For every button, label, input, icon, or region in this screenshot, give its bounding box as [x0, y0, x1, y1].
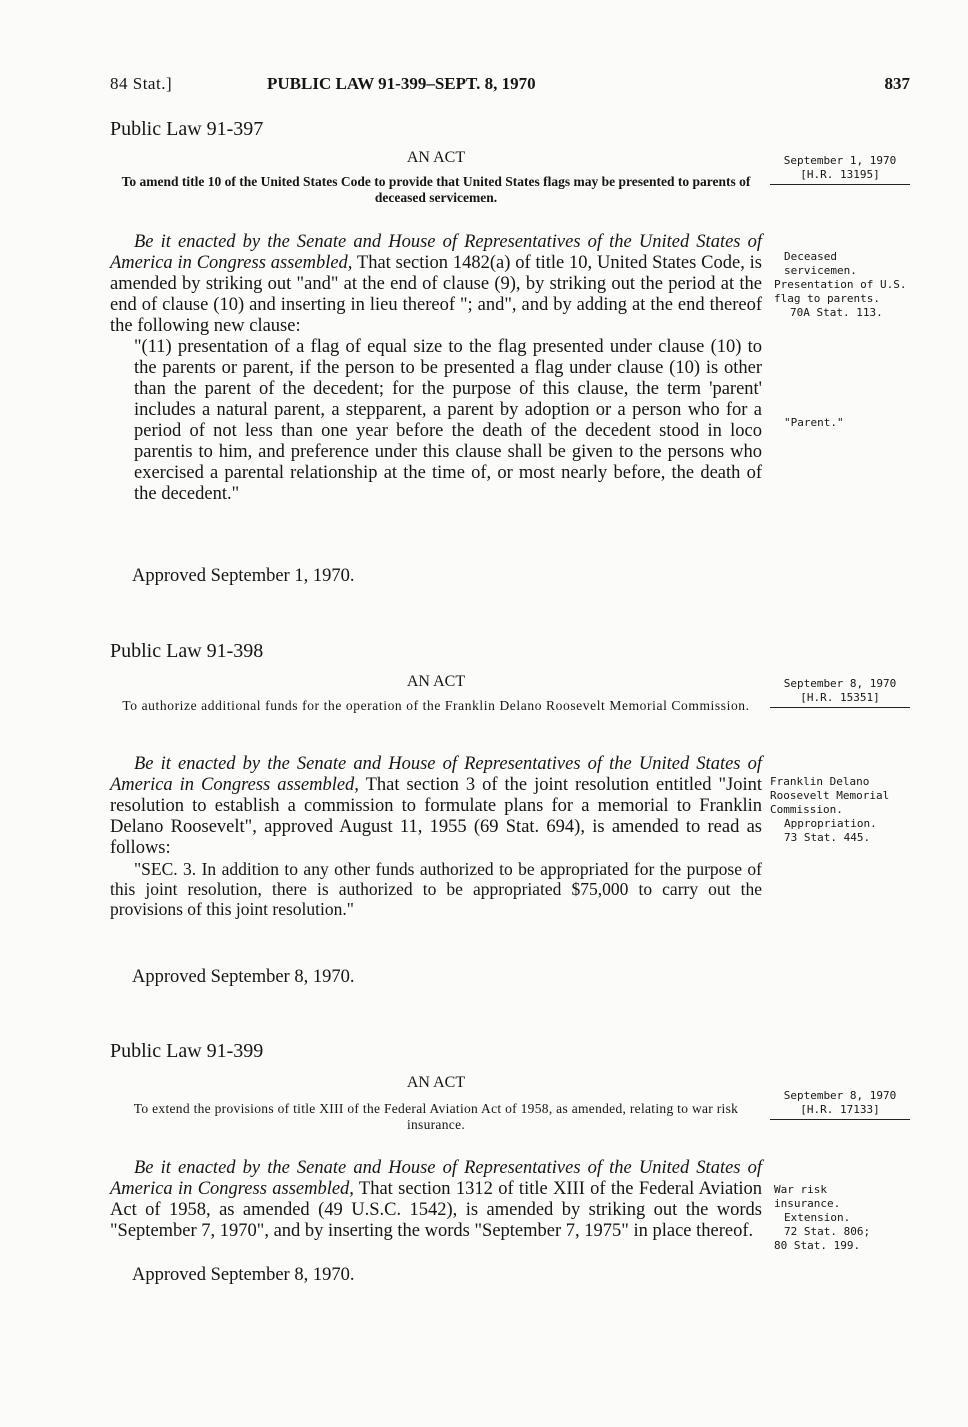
- law-399-note-war-risk: War risk insurance.: [774, 1183, 841, 1210]
- law-399-text: That section 1312 of title XIII of the Federal Aviation Act of 1958, as amended (49 U.S.C. 1542), is amended by striking out the words "September 7, 1970", and by inserting the words "September 7, 1975" in place thereof.: [110, 1179, 762, 1241]
- law-398-margin-bill: [H.R. 15351]: [800, 691, 880, 704]
- law-399-purpose: To extend the provisions of title XIII of the Federal Aviation Act of 1958, as amended, relating to war risk insurance.: [133, 1101, 739, 1132]
- law-399-note-stat-b: 80 Stat. 199.: [774, 1239, 861, 1252]
- law-398-text: That section 3 of the joint resolution entitled "Joint resolution to establish a commission to formulate plans for a memorial to Franklin Delano Roosevelt", approved August 11, 1955 (69 Stat. 694), is amended to read as follows:: [110, 775, 762, 858]
- law-397-an-act: AN ACT: [406, 149, 466, 166]
- law-397-margin-bill: [H.R. 13195]: [800, 168, 880, 181]
- law-397-title: Public Law 91-397: [110, 118, 264, 140]
- law-399-an-act: AN ACT: [406, 1074, 466, 1091]
- law-398-approved: Approved September 8, 1970.: [132, 967, 355, 987]
- law-399-note-extension: Extension.: [784, 1211, 851, 1224]
- law-399-title: Public Law 91-399: [110, 1040, 264, 1062]
- law-398-quoted-section: "SEC. 3. In addition to any other funds authorized to be appropriated for the purpose of this joint resolution, there is authorized to be appropriated $75,000 to carry out the provisions of this joint resolution.": [110, 859, 762, 919]
- law-398-note-appropriation: Appropriation.: [784, 817, 877, 830]
- law-398-body: [110, 754, 762, 919]
- law-398-margin-notes: [770, 775, 910, 845]
- law-399-margin-date: September 8, 1970: [783, 1089, 897, 1102]
- page-number: 837: [884, 74, 910, 93]
- law-398-margin-citation: [770, 677, 910, 708]
- law-397-quoted-clause: "(11) presentation of a flag of equal size to the flag presented under clause (10) to the parents or parent, if the person to be presented a flag under clause (10) is other than the parent of the decedent; for the purpose of this clause, the term 'parent' includes a natural parent, a stepparent, a parent by adoption or a person who for a period of not less than one year before the death of the decedent stood in loco parentis to him, and preference under this clause shall be given to the persons who exercised a parental relationship at the time of, or most nearly before, the death of the decedent.": [134, 337, 762, 504]
- law-399-enacting-paragraph: [110, 1158, 762, 1242]
- law-397-enacting-clause: Be it enacted by the Senate and House of Representatives of the United States of America in Congress assembled,: [110, 232, 762, 273]
- law-397-enacting-paragraph: [110, 232, 762, 337]
- law-397-note-stat: 70A Stat. 113.: [790, 306, 883, 319]
- header-title: PUBLIC LAW 91-399–SEPT. 8, 1970: [267, 74, 536, 93]
- law-398-purpose: To authorize additional funds for the operation of the Franklin Delano Roosevelt Memorial Commission.: [122, 698, 750, 713]
- law-397-margin-citation: [770, 154, 910, 185]
- law-397-margin-notes: [770, 250, 910, 320]
- law-398-an-act: AN ACT: [406, 673, 466, 690]
- law-399-approved: Approved September 8, 1970.: [132, 1265, 355, 1285]
- law-399-body: [110, 1158, 762, 1242]
- law-399-margin-bill: [H.R. 17133]: [800, 1103, 880, 1116]
- show-through-decoration: [560, 120, 562, 141]
- law-399-margin-notes: [770, 1183, 910, 1253]
- law-397-margin-date: September 1, 1970: [783, 154, 897, 167]
- law-397-body: [110, 232, 762, 505]
- law-398-note-stat: 73 Stat. 445.: [784, 831, 871, 844]
- law-397-margin-parent: [770, 416, 910, 430]
- law-397-purpose: To amend title 10 of the United States Code to provide that United States flags may be presented to parents of deceased servicemen.: [121, 174, 751, 205]
- law-397-note-parent: "Parent.": [784, 416, 844, 429]
- law-398-title: Public Law 91-398: [110, 640, 264, 662]
- law-399-note-stat-a: 72 Stat. 806;: [784, 1225, 871, 1238]
- law-397-note-presentation: Presentation of U.S. flag to parents.: [774, 278, 907, 305]
- running-header: [110, 74, 910, 98]
- law-398-margin-date: September 8, 1970: [783, 677, 897, 690]
- law-397-note-deceased: Deceased servicemen.: [784, 250, 857, 277]
- statute-volume: 84 Stat.]: [110, 74, 173, 93]
- law-398-enacting-paragraph: [110, 754, 762, 859]
- law-398-enacting-clause: Be it enacted by the Senate and House of Representatives of the United States of America in Congress assembled,: [110, 754, 762, 795]
- law-397-approved: Approved September 1, 1970.: [132, 566, 355, 586]
- law-399-enacting-clause: Be it enacted by the Senate and House of Representatives of the United States of America in Congress assembled,: [110, 1158, 762, 1199]
- law-397-text: That section 1482(a) of title 10, United States Code, is amended by striking out "and" at the end of clause (9), by striking out the period at the end of clause (10) and inserting in lieu thereof "; and", and by adding at the end thereof the following new clause:: [110, 253, 762, 336]
- law-398-note-commission: Franklin Delano Roosevelt Memorial Commission.: [770, 775, 890, 816]
- law-399-margin-citation: [770, 1089, 910, 1120]
